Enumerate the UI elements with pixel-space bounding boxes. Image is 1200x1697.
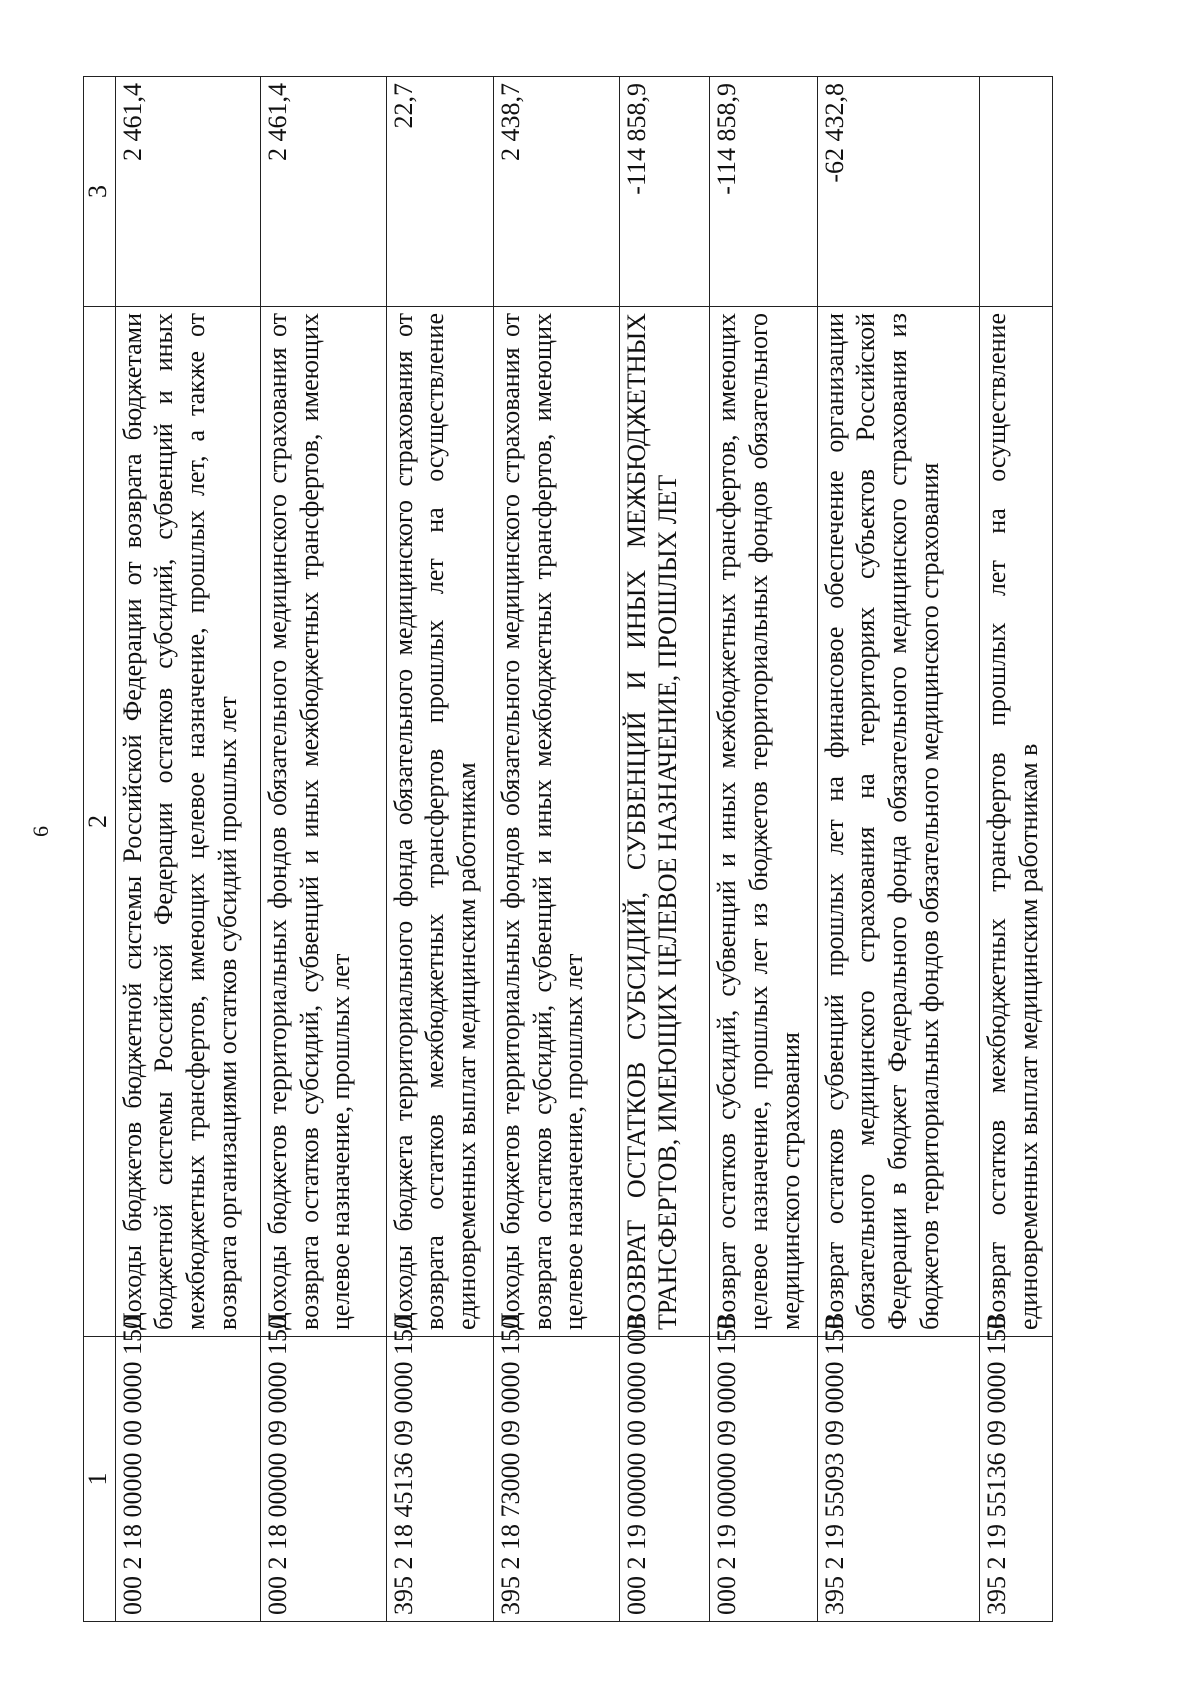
row-amount: 2 438,7 — [493, 77, 619, 307]
table-row — [619, 77, 710, 1622]
row-description: Доходы бюджетов бюджетной системы Российской Федерации от возврата бюджетами бюджетной системы Российской Федерации остатков субсидий, субвенций и иных межбюджетных трансфертов, имеющих целевое назначение, прошлых лет, а также от возврата организациями остатков субсидий прошлых лет — [115, 307, 260, 1337]
column-header-2: 2 — [84, 307, 116, 1337]
row-description: Доходы бюджета территориального фонда обязательного медицинского страхования от возврата остатков межбюджетных трансфертов прошлых лет на осуществление единовременных выплат медицинским работникам — [386, 307, 493, 1337]
row-code: 000 2 19 00000 09 0000 150 — [710, 1337, 817, 1622]
row-description: Возврат остатков межбюджетных трансфертов прошлых лет на осуществление единовременных выплат медицинским работникам в — [980, 307, 1053, 1337]
row-amount: 22,7 — [386, 77, 493, 307]
column-header-3: 3 — [84, 77, 116, 307]
row-amount: -114 858,9 — [619, 77, 710, 307]
table-row — [386, 77, 493, 1622]
row-description: Доходы бюджетов территориальных фондов обязательного медицинского страхования от возврата остатков субсидий, субвенций и иных межбюджетных трансфертов, имеющих целевое назначение, прошлых лет — [493, 307, 619, 1337]
table-row — [817, 77, 980, 1622]
row-code: 000 2 18 00000 09 0000 150 — [261, 1337, 387, 1622]
row-description: Возврат остатков субвенций прошлых лет на финансовое обеспечение организации обязательного медицинского страхования на территориях субъектов Российской Федерации в бюджет Федерального фонда обязательного медицинского страхования из бюджетов территориальных фондов обязательного медицинского страхования — [817, 307, 980, 1337]
table-row — [493, 77, 619, 1622]
row-code: 395 2 18 45136 09 0000 150 — [386, 1337, 493, 1622]
column-header-1: 1 — [84, 1337, 116, 1622]
row-code: 000 2 19 00000 00 0000 000 — [619, 1337, 710, 1622]
row-amount: 2 461,4 — [115, 77, 260, 307]
row-amount: -114 858,9 — [710, 77, 817, 307]
row-amount: -62 432,8 — [817, 77, 980, 307]
table-row — [115, 77, 260, 1622]
table-row — [710, 77, 817, 1622]
row-amount: 2 461,4 — [261, 77, 387, 307]
budget-revenue-table — [83, 76, 1053, 1622]
table-header-row — [84, 77, 116, 1622]
row-description: Возврат остатков субсидий, субвенций и иных межбюджетных трансфертов, имеющих целевое назначение, прошлых лет из бюджетов территориальных фондов обязательного медицинского страхования — [710, 307, 817, 1337]
table-row — [980, 77, 1053, 1622]
row-amount — [980, 77, 1053, 307]
row-description: Доходы бюджетов территориальных фондов обязательного медицинского страхования от возврата остатков субсидий, субвенций и иных межбюджетных трансфертов, имеющих целевое назначение, прошлых лет — [261, 307, 387, 1337]
row-code: 395 2 19 55093 09 0000 150 — [817, 1337, 980, 1622]
table-row — [261, 77, 387, 1622]
row-code: 395 2 18 73000 09 0000 150 — [493, 1337, 619, 1622]
page-number: 6 — [28, 826, 53, 837]
row-code: 000 2 18 00000 00 0000 150 — [115, 1337, 260, 1622]
row-description: ВОЗВРАТ ОСТАТКОВ СУБСИДИЙ, СУБВЕНЦИЙ И ИНЫХ МЕЖБЮДЖЕТНЫХ ТРАНСФЕРТОВ, ИМЕЮЩИХ ЦЕЛЕВОЕ НАЗНАЧЕНИЕ, ПРОШЛЫХ ЛЕТ — [619, 307, 710, 1337]
row-code: 395 2 19 55136 09 0000 150 — [980, 1337, 1053, 1622]
